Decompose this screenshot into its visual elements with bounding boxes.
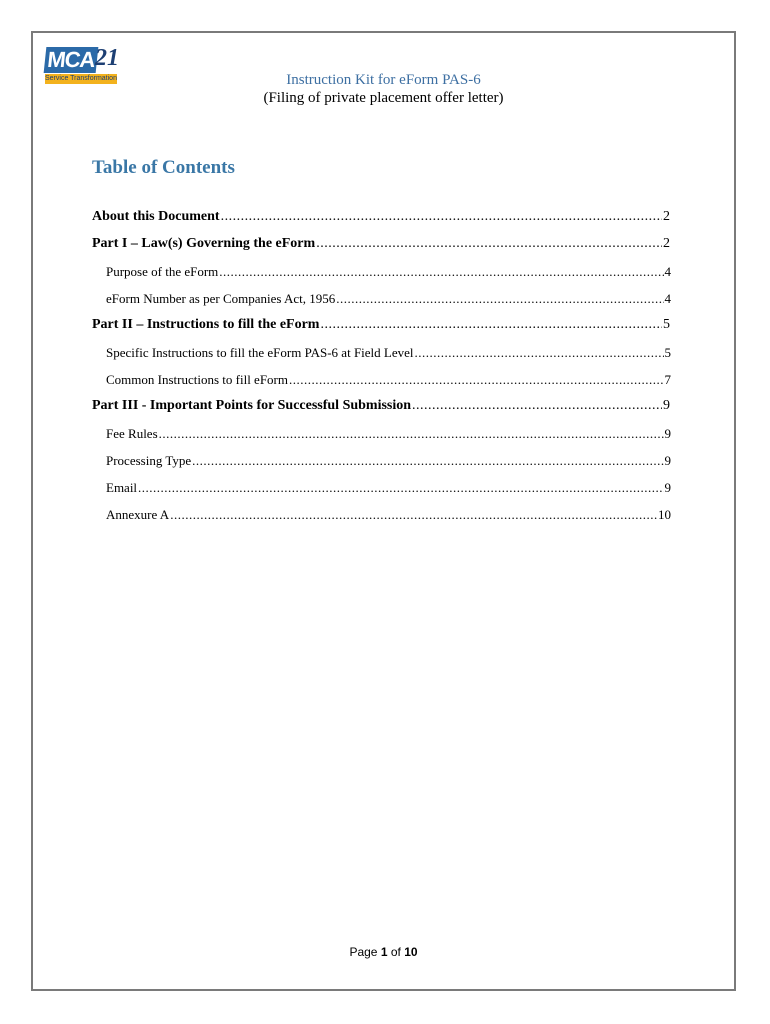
document-page bbox=[31, 31, 736, 991]
page-footer bbox=[33, 945, 734, 959]
toc-entry-email[interactable] bbox=[106, 480, 671, 496]
toc-entry-processing-type[interactable] bbox=[106, 453, 671, 469]
toc-entry-label: Email bbox=[106, 480, 138, 495]
toc-entry-page: 5 bbox=[664, 345, 671, 360]
footer-total-pages: 10 bbox=[404, 945, 418, 959]
toc-entry-label: Specific Instructions to fill the eForm PAS-6 at Field Level bbox=[106, 345, 414, 360]
document-title: Instruction Kit for eForm PAS-6 bbox=[286, 72, 481, 88]
toc-entry-page: 2 bbox=[663, 236, 670, 251]
toc-dot-leader bbox=[289, 372, 664, 388]
toc-dot-leader bbox=[192, 453, 663, 469]
toc-dot-leader bbox=[219, 264, 663, 280]
toc-entry-annexure-a[interactable] bbox=[106, 507, 671, 523]
toc-dot-leader bbox=[320, 317, 662, 333]
toc-entry-eform-number[interactable] bbox=[106, 291, 671, 307]
logo-tagline: Service Transformation bbox=[45, 75, 117, 82]
toc-entry-page: 7 bbox=[664, 372, 671, 387]
toc-entry-label: eForm Number as per Companies Act, 1956 bbox=[106, 291, 336, 306]
toc-entry-page: 9 bbox=[664, 480, 671, 495]
toc-entry-page: 9 bbox=[663, 398, 670, 413]
footer-page-word: Page bbox=[349, 945, 378, 959]
toc-entry-label: Part I – Law(s) Governing the eForm bbox=[92, 236, 316, 251]
logo-number: 21 bbox=[95, 45, 119, 71]
toc-entry-label: Fee Rules bbox=[106, 426, 158, 441]
toc-entry-page: 2 bbox=[663, 209, 670, 224]
toc-dot-leader bbox=[415, 345, 664, 361]
toc-entry-page: 10 bbox=[658, 507, 671, 522]
toc-entry-label: Part III - Important Points for Successful Submission bbox=[92, 398, 412, 413]
toc-entry-part-2[interactable] bbox=[92, 317, 670, 333]
logo-mca-text: MCA bbox=[44, 47, 99, 73]
toc-entry-fee-rules[interactable] bbox=[106, 426, 671, 442]
toc-entry-page: 5 bbox=[663, 317, 670, 332]
toc-entry-part-3[interactable] bbox=[92, 398, 670, 414]
toc-dot-leader bbox=[412, 398, 662, 414]
toc-entry-label: Purpose of the eForm bbox=[106, 264, 219, 279]
toc-entry-label: Part II – Instructions to fill the eForm bbox=[92, 317, 320, 332]
toc-dot-leader bbox=[221, 209, 662, 225]
toc-entry-page: 4 bbox=[664, 264, 671, 279]
toc-dot-leader bbox=[316, 236, 662, 252]
footer-current-page: 1 bbox=[380, 945, 388, 959]
toc-entry-page: 9 bbox=[664, 426, 671, 441]
document-subtitle: (Filing of private placement offer letter) bbox=[263, 90, 504, 106]
toc-heading: Table of Contents bbox=[92, 157, 235, 178]
toc-entry-purpose[interactable] bbox=[106, 264, 671, 280]
toc-dot-leader bbox=[159, 426, 664, 442]
toc-dot-leader bbox=[170, 507, 657, 523]
toc-entry-specific-instructions[interactable] bbox=[106, 345, 671, 361]
toc-entry-label: About this Document bbox=[92, 209, 220, 224]
toc-entry-label: Processing Type bbox=[106, 453, 192, 468]
logo-mark bbox=[45, 47, 119, 73]
footer-of-word: of bbox=[390, 945, 401, 959]
toc-entry-label: Annexure A bbox=[106, 507, 170, 522]
toc-entry-about-document[interactable] bbox=[92, 209, 670, 225]
toc-dot-leader bbox=[138, 480, 663, 496]
toc-entry-page: 4 bbox=[664, 291, 671, 306]
toc-entry-label: Common Instructions to fill eForm bbox=[106, 372, 288, 387]
toc-entry-page: 9 bbox=[664, 453, 671, 468]
toc-entry-common-instructions[interactable] bbox=[106, 372, 671, 388]
toc-entry-part-1[interactable] bbox=[92, 236, 670, 252]
toc-dot-leader bbox=[336, 291, 663, 307]
